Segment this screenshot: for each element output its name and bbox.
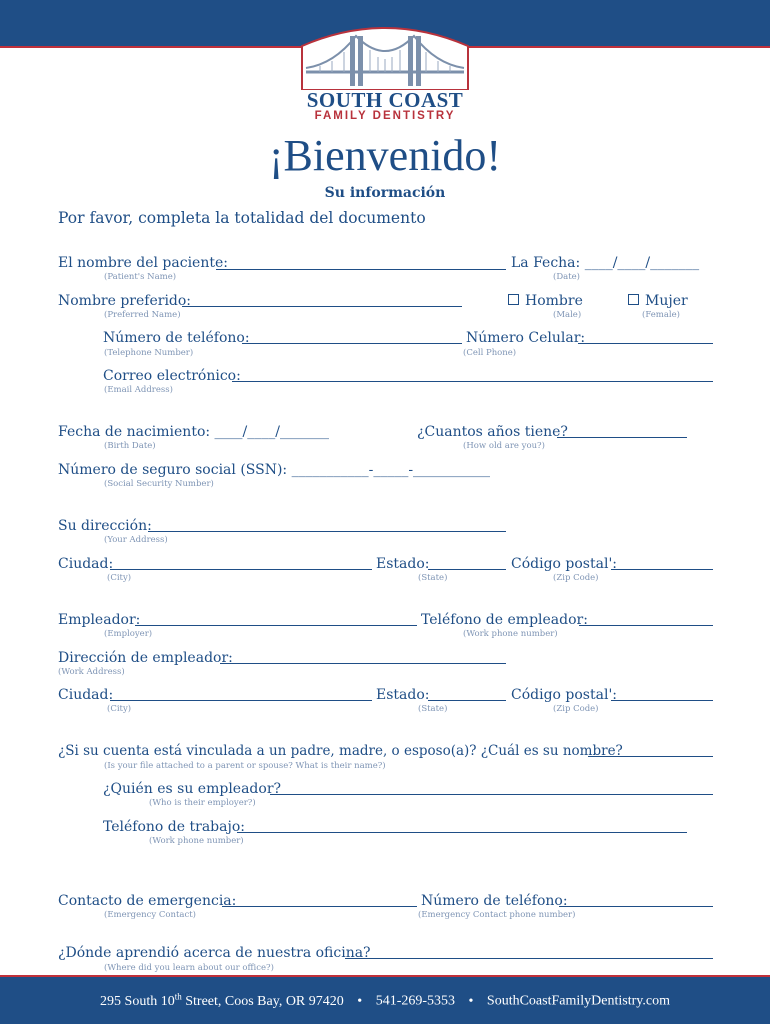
birth-date-hint: (Birth Date)	[104, 441, 156, 451]
city-hint: (City)	[107, 573, 132, 583]
zip-label: Código postal':	[511, 556, 618, 572]
emergency-contact-field[interactable]	[222, 906, 417, 907]
employer-hint: (Employer)	[104, 629, 153, 639]
preferred-name-field[interactable]	[182, 306, 462, 307]
work-zip-field[interactable]	[611, 700, 713, 701]
preferred-name-hint: (Preferred Name)	[104, 310, 181, 320]
city-field[interactable]	[110, 569, 372, 570]
ssn-hint: (Social Security Number)	[104, 479, 214, 489]
work-state-field[interactable]	[428, 700, 506, 701]
state-label: Estado:	[376, 556, 430, 572]
referral-field[interactable]	[345, 958, 713, 959]
page-title: ¡Bienvenido!	[268, 131, 502, 180]
age-label: ¿Cuantos años tiene?	[417, 424, 568, 440]
age-field[interactable]	[557, 437, 687, 438]
footer-separator: •	[468, 993, 474, 1009]
telephone-field[interactable]	[242, 343, 462, 344]
employer-label: Empleador:	[58, 612, 141, 628]
age-hint: (How old are you?)	[463, 441, 545, 451]
zip-field[interactable]	[611, 569, 713, 570]
address-hint: (Your Address)	[104, 535, 168, 545]
patient-name-label: El nombre del paciente:	[58, 255, 228, 271]
work-city-field[interactable]	[110, 700, 372, 701]
their-employer-hint: (Who is their employer?)	[149, 798, 256, 808]
referral-hint: (Where did you learn about our office?)	[104, 963, 274, 973]
cell-field[interactable]	[578, 343, 713, 344]
their-employer-label: ¿Quién es su empleador?	[103, 781, 282, 797]
date-hint: (Date)	[553, 272, 580, 282]
employer-phone-field[interactable]	[579, 625, 713, 626]
employer-address-label: Dirección de empleador:	[58, 650, 233, 666]
work-zip-hint: (Zip Code)	[553, 704, 599, 714]
email-label: Correo electrónico:	[103, 368, 241, 384]
footer-info	[0, 991, 770, 1010]
employer-address-field[interactable]	[220, 663, 506, 664]
employer-field[interactable]	[135, 625, 417, 626]
birth-date-field[interactable]: Fecha de nacimiento: ____/____/_______	[58, 424, 329, 440]
male-hint: (Male)	[553, 310, 582, 320]
their-employer-field[interactable]	[270, 794, 713, 795]
ssn-field[interactable]: Número de seguro social (SSN): ___________-_____-___________	[58, 462, 491, 478]
male-checkbox-box[interactable]	[508, 294, 519, 305]
footer-phone: 541-269-5353	[375, 993, 456, 1009]
telephone-hint: (Telephone Number)	[104, 348, 194, 358]
work-zip-label: Código postal':	[511, 687, 618, 703]
referral-label: ¿Dónde aprendió acerca de nuestra oficina?	[58, 945, 371, 961]
linked-account-hint: (Is your file attached to a parent or spouse? What is their name?)	[104, 761, 386, 771]
footer-address: 295 South 10th Street, Coos Bay, OR 97420	[100, 991, 344, 1009]
work-state-label: Estado:	[376, 687, 430, 703]
emergency-phone-hint: (Emergency Contact phone number)	[418, 910, 576, 920]
email-field[interactable]	[232, 381, 713, 382]
female-checkbox-box[interactable]	[628, 294, 639, 305]
telephone-label: Número de teléfono:	[103, 330, 250, 346]
date-field[interactable]: La Fecha: ____/____/_______	[511, 255, 700, 271]
emergency-phone-field[interactable]	[559, 906, 713, 907]
male-label: Hombre	[525, 293, 583, 309]
work-city-label: Ciudad:	[58, 687, 114, 703]
emergency-phone-label: Número de teléfono:	[421, 893, 568, 909]
work-city-hint: (City)	[107, 704, 132, 714]
emergency-contact-label: Contacto de emergencia:	[58, 893, 237, 909]
state-field[interactable]	[428, 569, 506, 570]
work-phone-hint: (Work phone number)	[149, 836, 244, 846]
female-hint: (Female)	[642, 310, 680, 320]
female-label: Mujer	[645, 293, 688, 309]
patient-name-field[interactable]	[216, 269, 506, 270]
patient-name-hint: (Patient's Name)	[104, 272, 177, 282]
employer-phone-hint: (Work phone number)	[463, 629, 558, 639]
preferred-name-label: Nombre preferido:	[58, 293, 192, 309]
section-title: Su información	[324, 185, 446, 201]
work-phone-label: Teléfono de trabajo:	[103, 819, 245, 835]
linked-account-field[interactable]	[588, 756, 713, 757]
footer-separator: •	[357, 993, 363, 1009]
male-checkbox[interactable]	[508, 292, 583, 310]
city-label: Ciudad:	[58, 556, 114, 572]
address-label: Su dirección:	[58, 518, 152, 534]
logo-name: SOUTH COAST	[306, 88, 464, 112]
zip-hint: (Zip Code)	[553, 573, 599, 583]
employer-address-hint: (Work Address)	[58, 667, 125, 677]
footer-website[interactable]: SouthCoastFamilyDentistry.com	[486, 993, 670, 1009]
address-field[interactable]	[148, 531, 506, 532]
bridge-logo-icon	[300, 24, 470, 90]
emergency-contact-hint: (Emergency Contact)	[104, 910, 196, 920]
employer-phone-label: Teléfono de empleador:	[421, 612, 588, 628]
email-hint: (Email Address)	[104, 385, 173, 395]
cell-hint: (Cell Phone)	[463, 348, 517, 358]
cell-label: Número Celular:	[466, 330, 586, 346]
work-state-hint: (State)	[418, 704, 448, 714]
state-hint: (State)	[418, 573, 448, 583]
work-phone-field[interactable]	[237, 832, 687, 833]
logo-subtitle: FAMILY DENTISTRY	[314, 110, 456, 122]
linked-account-label: ¿Si su cuenta está vinculada a un padre, madre, o esposo(a)? ¿Cuál es su nombre?	[58, 743, 623, 759]
female-checkbox[interactable]	[628, 292, 688, 310]
instruction-text: Por favor, completa la totalidad del documento	[58, 209, 426, 227]
